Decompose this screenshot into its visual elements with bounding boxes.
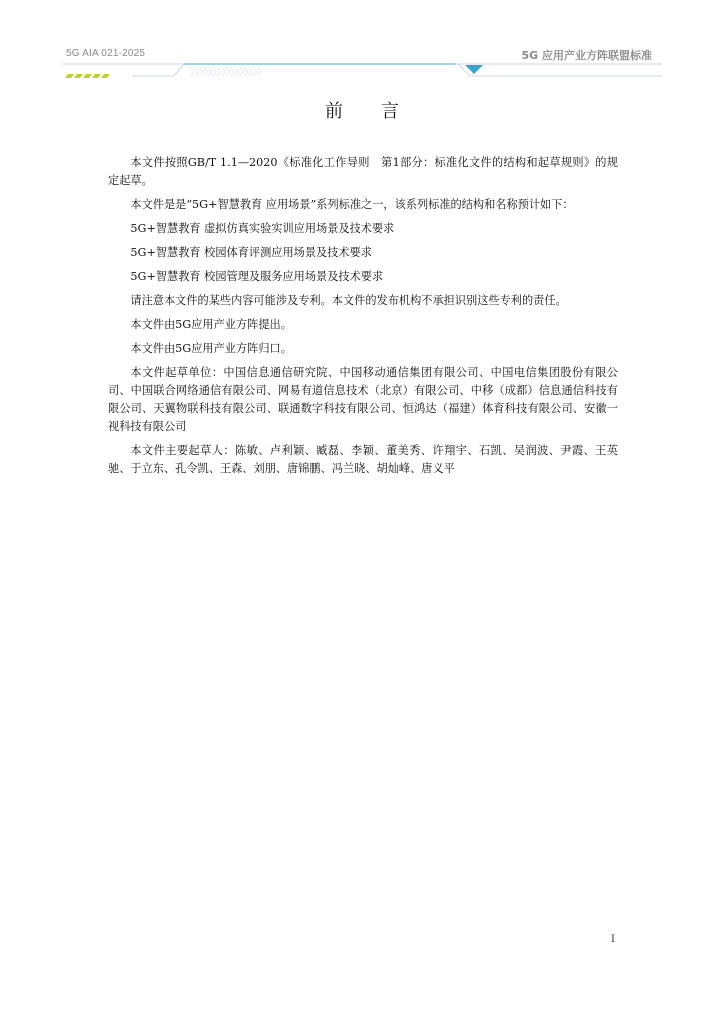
series-item-sports-assessment: 5G+智慧教育 校园体育评测应用场景及技术要求 [130, 246, 372, 259]
paragraph-drafting-units: 本文件起草单位：中国信息通信研究院、中国移动通信集团有限公司、中国电信集团股份有限公司、中国联合网络通信有限公司、网易有道信息技术（北京）有限公司、中移（成都）信息通信科技有限公司、天翼物联科技有限公司、联通数字科技有限公司、恒鸿达（福建）体育科技有限公司、安徽一视科技有限公司 [108, 366, 618, 433]
chevron-row-icon: 〉〉〉〉〉〉〉〉〉〉〉〉〉〉〉〉 [190, 68, 267, 78]
document-code: 5G AIA 021-2025 [66, 48, 146, 59]
paragraph-patent-notice: 请注意本文件的某些内容可能涉及专利。本文件的发布机构不承担识别这些专利的责任。 [130, 294, 567, 307]
page-number: I [611, 934, 615, 945]
page-title: 前言 [325, 101, 437, 122]
paragraph-drafting-rules: 本文件按照GB/T 1.1—2020《标准化工作导则 第1部分：标准化文件的结构和起草规则》的规定起草。 [108, 156, 618, 187]
header-decoration [62, 60, 662, 82]
series-item-virtual-simulation: 5G+智慧教育 虚拟仿真实验实训应用场景及技术要求 [130, 222, 395, 235]
paragraph-proposed-by: 本文件由5G应用产业方阵提出。 [130, 318, 292, 331]
paragraph-series-intro: 本文件是是“5G+智慧教育 应用场景”系列标准之一，该系列标准的结构和名称预计如下： [130, 198, 574, 211]
paragraph-centralized-by: 本文件由5G应用产业方阵归口。 [130, 342, 292, 355]
organization-title: 5G 应用产业方阵联盟标准 [521, 49, 652, 62]
series-item-campus-management: 5G+智慧教育 校园管理及服务应用场景及技术要求 [130, 270, 384, 283]
green-stripes-icon [65, 74, 110, 78]
teal-triangle-icon [465, 65, 483, 74]
paragraph-drafters: 本文件主要起草人：陈敏、卢利颖、臧磊、李颖、董美秀、许翔宇、石凯、吴润波、尹霞、王英驰、于立东、孔令凯、王森、刘朋、唐锦鹏、冯兰晓、胡灿峰、唐义平 [108, 444, 618, 475]
foreword-body [108, 154, 618, 484]
